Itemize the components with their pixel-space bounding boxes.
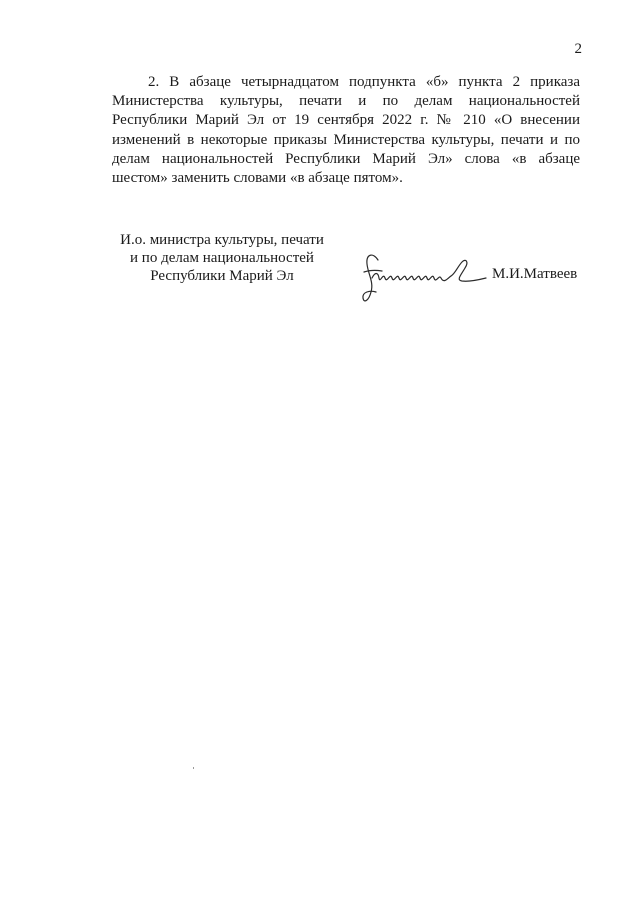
body-paragraph: 2. В абзаце четырнадцатом подпункта «б» пункта 2 приказа Министерства культуры, печати и по делам национальностей Республики Марий Эл от 19 сентября 2022 г. № 210 «О внесении изменений в некоторые приказы Министерства культуры, печати и по делам национальностей Республики Марий Эл» слова «в абзаце шестом» заменить словами «в абзаце пятом». <box>112 74 580 187</box>
signatory-position-line: И.о. министра культуры, печати <box>120 232 324 248</box>
document-body <box>112 73 580 188</box>
signatory-position <box>104 231 340 285</box>
page-number: 2 <box>574 41 582 57</box>
scan-speck <box>193 767 194 769</box>
handwritten-signature-icon <box>354 248 490 310</box>
signer-name: М.И.Матвеев <box>492 266 578 282</box>
signatory-position-line: Республики Марий Эл <box>150 268 294 284</box>
signatory-position-line: и по делам национальностей <box>130 250 314 266</box>
